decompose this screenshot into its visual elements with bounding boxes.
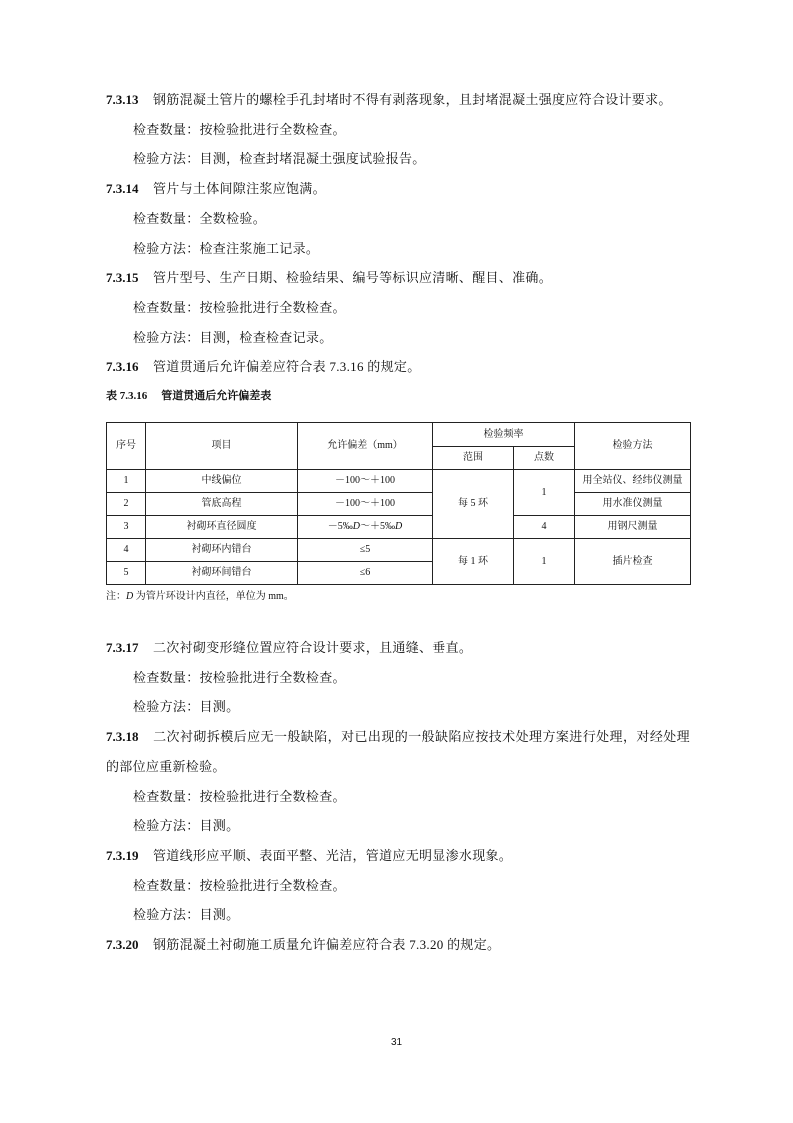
inspection-method: 检验方法：目测，检查封堵混凝土强度试验报告。 bbox=[133, 151, 426, 167]
cell-method: 用全站仪、经纬仪测量 bbox=[575, 470, 691, 493]
clause-7-3-13 bbox=[106, 85, 690, 115]
table-note bbox=[106, 590, 294, 604]
clause-7-3-15 bbox=[106, 263, 690, 293]
cell-tolerance: ≤5 bbox=[298, 539, 433, 562]
tolerance-part-diameter: D bbox=[352, 521, 360, 532]
cell-method: 插片检查 bbox=[575, 539, 691, 585]
table-title-text: 管道贯通后允许偏差表 bbox=[161, 390, 272, 403]
clauses-block-lower bbox=[106, 633, 690, 960]
cell-no: 3 bbox=[107, 516, 146, 539]
cell-method: 用水准仪测量 bbox=[575, 493, 691, 516]
header-tolerance: 允许偏差（mm） bbox=[298, 423, 433, 470]
note-prefix: 注： bbox=[106, 591, 126, 602]
table-row bbox=[107, 493, 691, 516]
table-row bbox=[107, 470, 691, 493]
table-row bbox=[107, 539, 691, 562]
inspection-quantity: 检查数量：按检验批进行全数检查。 bbox=[133, 669, 346, 685]
clause-number: 7.3.16 bbox=[106, 359, 139, 375]
table-title bbox=[106, 382, 690, 412]
tolerance-part-diameter: D bbox=[395, 521, 403, 532]
cell-range: 每 5 环 bbox=[433, 470, 514, 539]
cell-tolerance bbox=[298, 516, 433, 539]
clause-number: 7.3.17 bbox=[106, 640, 139, 655]
header-points: 点数 bbox=[514, 447, 575, 470]
cell-item: 衬砌环内错台 bbox=[146, 539, 298, 562]
clause-text: 钢筋混凝土管片的螺栓手孔封堵时不得有剥落现象，且封堵混凝土强度应符合设计要求。 bbox=[153, 92, 672, 107]
clause-number: 7.3.18 bbox=[106, 729, 139, 745]
clause-text: 二次衬砌拆模后应无一般缺陷，对已出现的一般缺陷应按技术处理方案进行处理，对经处理的部位应重新检验。 bbox=[106, 729, 690, 774]
cell-tolerance: －100～＋100 bbox=[298, 493, 433, 516]
clause-7-3-16 bbox=[106, 352, 690, 382]
cell-tolerance: －100～＋100 bbox=[298, 470, 433, 493]
cell-item: 衬砌环间错台 bbox=[146, 562, 298, 585]
inspection-method: 检验方法：目测，检查检查记录。 bbox=[133, 329, 333, 345]
clause-7-3-19 bbox=[106, 841, 690, 871]
clause-text: 管片型号、生产日期、检验结果、编号等标识应清晰、醒目、准确。 bbox=[153, 270, 553, 286]
inspection-quantity: 检查数量：按检验批进行全数检查。 bbox=[133, 299, 346, 315]
cell-item: 中线偏位 bbox=[146, 470, 298, 493]
clause-text: 管片与土体间隙注浆应饱满。 bbox=[153, 181, 326, 197]
note-symbol: D bbox=[126, 591, 134, 602]
cell-points: 1 bbox=[514, 470, 575, 516]
table-row bbox=[107, 516, 691, 539]
clauses-block-upper bbox=[106, 85, 690, 412]
table-header-row bbox=[107, 423, 691, 447]
cell-range: 每 1 环 bbox=[433, 539, 514, 585]
clause-number: 7.3.13 bbox=[106, 92, 139, 107]
clause-7-3-17 bbox=[106, 633, 690, 663]
cell-no: 2 bbox=[107, 493, 146, 516]
cell-no: 4 bbox=[107, 539, 146, 562]
clause-7-3-18 bbox=[106, 722, 690, 781]
tolerance-part: －5‰ bbox=[327, 521, 353, 532]
clause-number: 7.3.19 bbox=[106, 847, 139, 863]
clause-7-3-20 bbox=[106, 930, 690, 960]
header-no: 序号 bbox=[107, 423, 146, 470]
cell-tolerance: ≤6 bbox=[298, 562, 433, 585]
page-number: 31 bbox=[390, 1037, 403, 1048]
clause-7-3-14 bbox=[106, 174, 690, 204]
inspection-method: 检验方法：检查注浆施工记录。 bbox=[133, 240, 320, 256]
header-item: 项目 bbox=[146, 423, 298, 470]
header-range: 范围 bbox=[433, 447, 514, 470]
clause-text: 钢筋混凝土衬砌施工质量允许偏差应符合表 7.3.20 的规定。 bbox=[153, 937, 501, 953]
cell-points: 1 bbox=[514, 539, 575, 585]
cell-points: 4 bbox=[514, 516, 575, 539]
inspection-method: 检验方法：目测。 bbox=[133, 907, 240, 923]
cell-item: 衬砌环直径圆度 bbox=[146, 516, 298, 539]
note-text: 为管片环设计内直径，单位为 mm。 bbox=[133, 591, 294, 602]
cell-no: 1 bbox=[107, 470, 146, 493]
clause-number: 7.3.20 bbox=[106, 937, 139, 953]
cell-no: 5 bbox=[107, 562, 146, 585]
clause-text: 二次衬砌变形缝位置应符合设计要求，且通缝、垂直。 bbox=[153, 640, 473, 655]
inspection-method: 检验方法：目测。 bbox=[133, 699, 240, 715]
clause-text: 管道线形应平顺、表面平整、光洁，管道应无明显渗水现象。 bbox=[153, 847, 513, 863]
tolerance-part: ～＋5‰ bbox=[360, 521, 395, 532]
clause-number: 7.3.14 bbox=[106, 181, 139, 197]
inspection-quantity: 检查数量：按检验批进行全数检查。 bbox=[133, 788, 346, 804]
tolerance-table bbox=[106, 422, 691, 585]
clause-number: 7.3.15 bbox=[106, 270, 139, 286]
inspection-quantity: 检查数量：按检验批进行全数检查。 bbox=[133, 121, 346, 137]
cell-method: 用钢尺测量 bbox=[575, 516, 691, 539]
header-method: 检验方法 bbox=[575, 423, 691, 470]
header-frequency: 检验频率 bbox=[433, 423, 575, 447]
table-title-label: 表 7.3.16 bbox=[106, 390, 148, 403]
cell-item: 管底高程 bbox=[146, 493, 298, 516]
inspection-method: 检验方法：目测。 bbox=[133, 818, 240, 834]
inspection-quantity: 检查数量：全数检验。 bbox=[133, 210, 267, 226]
inspection-quantity: 检查数量：按检验批进行全数检查。 bbox=[133, 877, 346, 893]
clause-text: 管道贯通后允许偏差应符合表 7.3.16 的规定。 bbox=[153, 359, 421, 375]
